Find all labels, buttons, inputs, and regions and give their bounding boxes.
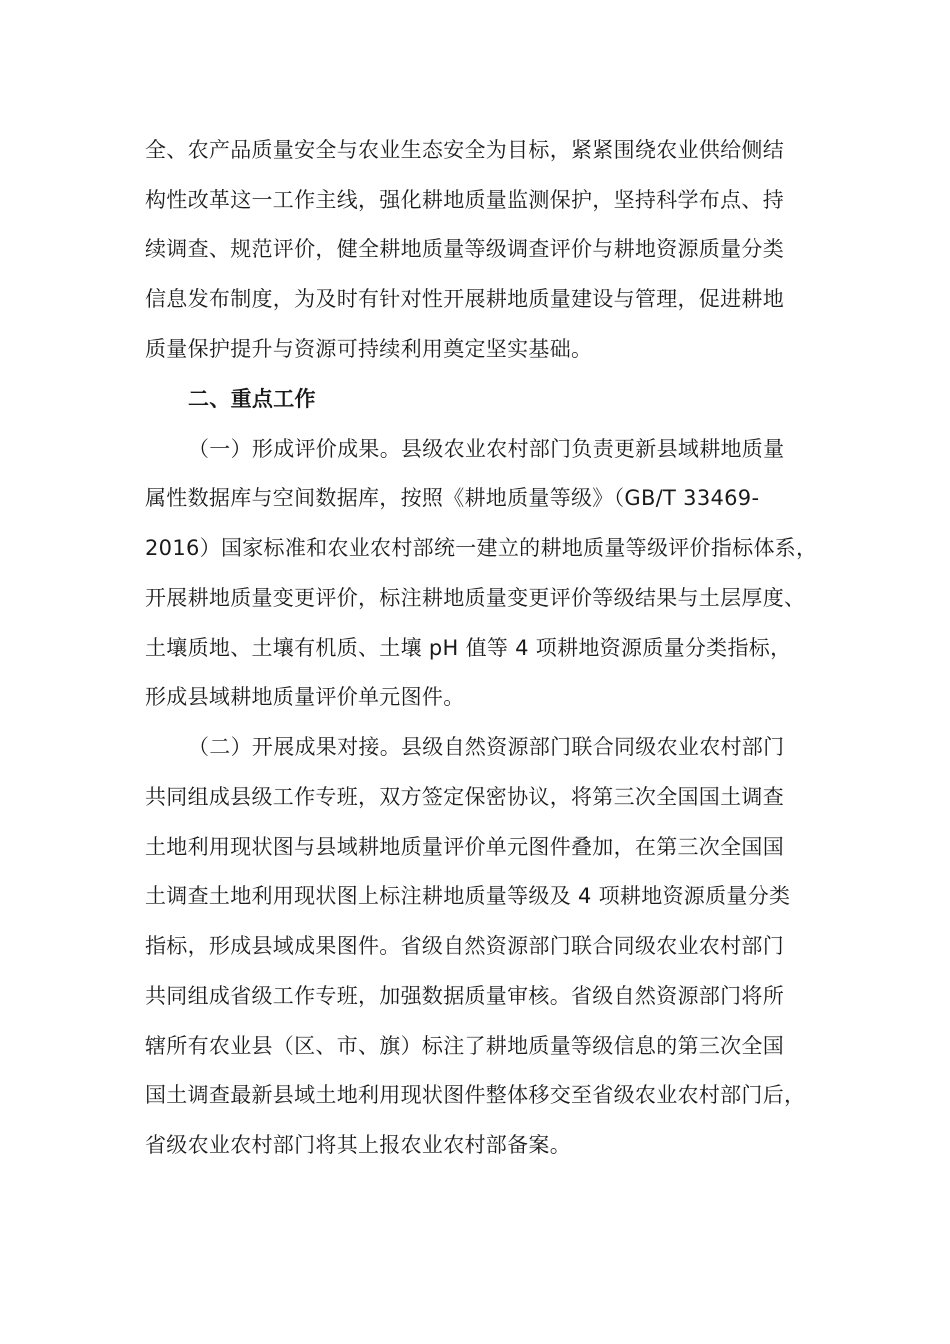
paragraph-2-line: （二）开展成果对接。县级自然资源部门联合同级农业农村部门 — [188, 735, 785, 759]
paragraph-1-line: 属性数据库与空间数据库，按照《耕地质量等级》（GB/T 33469- — [145, 486, 760, 510]
paragraph-2-line: 国土调查最新县域土地利用现状图件整体移交至省级农业农村部门后， — [145, 1083, 806, 1107]
paragraph-2-line: 共同组成省级工作专班，加强数据质量审核。省级自然资源部门将所 — [145, 984, 784, 1008]
paragraph-2-line: 指标，形成县域成果图件。省级自然资源部门联合同级农业农村部门 — [145, 934, 784, 958]
paragraph-1-line: 土壤质地、土壤有机质、土壤 pH 值等 4 项耕地资源质量分类指标， — [145, 636, 792, 660]
paragraph-1-line: （一）形成评价成果。县级农业农村部门负责更新县域耕地质量 — [188, 437, 785, 461]
paragraph-2-line: 土调查土地利用现状图上标注耕地质量等级及 4 项耕地资源质量分类 — [145, 884, 791, 908]
paragraph-2-line: 辖所有农业县（区、市、旗）标注了耕地质量等级信息的第三次全国 — [145, 1034, 784, 1058]
paragraph-intro-line: 信息发布制度，为及时有针对性开展耕地质量建设与管理，促进耕地 — [145, 287, 784, 311]
paragraph-2-line: 共同组成县级工作专班，双方签定保密协议，将第三次全国国土调查 — [145, 785, 784, 809]
paragraph-1-line: 2016）国家标准和农业农村部统一建立的耕地质量等级评价指标体系， — [145, 536, 818, 560]
paragraph-intro-line: 全、农产品质量安全与农业生态安全为目标，紧紧围绕农业供给侧结 — [145, 138, 784, 162]
paragraph-1-line: 形成县域耕地质量评价单元图件。 — [145, 685, 465, 709]
paragraph-intro-line: 构性改革这一工作主线，强化耕地质量监测保护，坚持科学布点、持 — [145, 188, 784, 212]
section-heading: 二、重点工作 — [188, 387, 316, 411]
paragraph-intro-line: 续调查、规范评价，健全耕地质量等级调查评价与耕地资源质量分类 — [145, 237, 784, 261]
paragraph-2-line: 土地利用现状图与县域耕地质量评价单元图件叠加，在第三次全国国 — [145, 835, 784, 859]
paragraph-2-line: 省级农业农村部门将其上报农业农村部备案。 — [145, 1133, 571, 1157]
paragraph-1-line: 开展耕地质量变更评价，标注耕地质量变更评价等级结果与土层厚度、 — [145, 586, 806, 610]
paragraph-intro-line: 质量保护提升与资源可持续利用奠定坚实基础。 — [145, 337, 593, 361]
